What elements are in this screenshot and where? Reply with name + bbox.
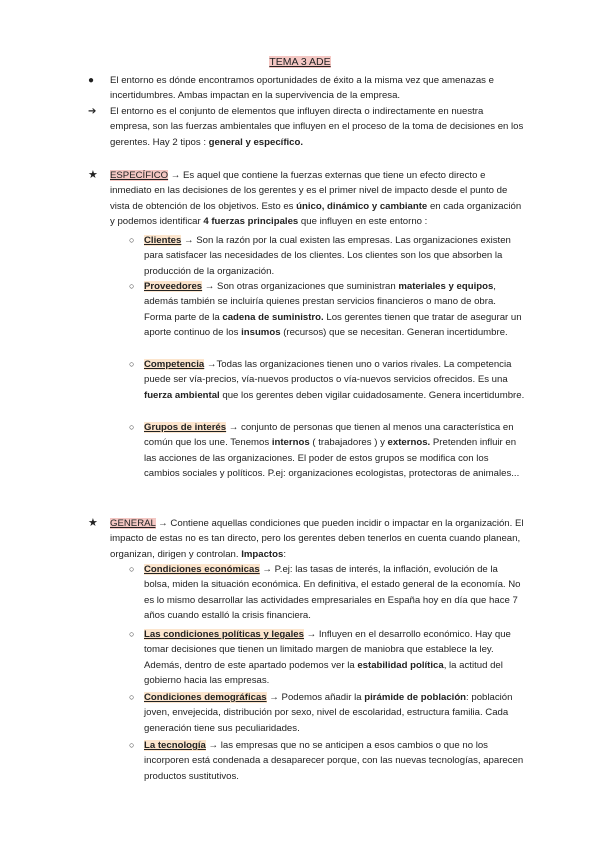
list-item-label: Competencia xyxy=(144,359,205,370)
list-item-label: La tecnología xyxy=(144,740,206,751)
circle-bullet-icon: ○ xyxy=(129,422,135,432)
list-item: Las condiciones políticas y legales → Influyen en el desarrollo económico. Hay que tomar decisiones que tienen un limitado margen de maniobra que establece la ley. Además, dentro de este apartado podemos ver la estabilidad política, la actitud del gobierno hacia las empresas. xyxy=(144,629,511,687)
general-heading: GENERAL xyxy=(110,518,156,529)
star-marker: ★ xyxy=(88,517,98,529)
page-title: TEMA 3 ADE xyxy=(269,56,331,68)
general-paragraph: GENERAL → Contiene aquellas condiciones que pueden incidir o impactar en la organización. El impacto de estas no es tan directo, pero los gerentes deben tenerlos en cuenta cuando planean, organizan, dirigen y controlan. Impactos: xyxy=(110,518,524,560)
list-item: Proveedores → Son otras organizaciones que suministran materiales y equipos, además también se incluiría quienes prestan servicios financieros o mano de obra. Forma parte de la cadena de suministro. Los gerentes tienen que tratar de asegurar un aporte continuo de los insumos (recursos) que se necesitan. Generan incertidumbre. xyxy=(144,281,522,339)
list-item: Condiciones demográficas → Podemos añadir la pirámide de población: población joven, envejecida, distribución por sexo, nivel de escolaridad, estructura familia. Cada generación tiene sus peculiaridades. xyxy=(144,692,513,734)
list-item: La tecnología → las empresas que no se anticipen a esos cambios o que no los incorporen está condenada a desaparecer porque, con las nuevas tecnologías, aparecen productos sustitutivos. xyxy=(144,740,524,782)
intro-paragraph-1: El entorno es dónde encontramos oportunidades de éxito a la misma vez que amenazas e incertidumbres. Ambas impactan en la supervivencia de la empresa. xyxy=(110,75,494,102)
arrow-marker: ➔ xyxy=(88,106,97,117)
circle-bullet-icon: ○ xyxy=(129,692,135,702)
list-item: Condiciones económicas → P.ej: las tasas de interés, la inflación, evolución de la bolsa, miden la situación económica. En definitiva, el estado general de la economía. No es lo mismo desarrollar las actividades empresariales en España hoy en día que hace 7 años cuando estalló la crisis financiera. xyxy=(144,564,521,622)
star-marker: ★ xyxy=(88,169,98,181)
list-item-label: Proveedores xyxy=(144,281,203,292)
circle-bullet-icon: ○ xyxy=(129,281,135,291)
list-item-label: Grupos de interés xyxy=(144,422,227,433)
list-item-label: Clientes xyxy=(144,235,182,246)
circle-bullet-icon: ○ xyxy=(129,235,135,245)
circle-bullet-icon: ○ xyxy=(129,629,135,639)
list-item-label: Condiciones económicas xyxy=(144,564,260,575)
circle-bullet-icon: ○ xyxy=(129,740,135,750)
especifico-heading: ESPECÍFICO xyxy=(110,170,169,181)
bullet-marker: ● xyxy=(88,75,95,86)
especifico-paragraph: ESPECÍFICO → Es aquel que contiene la fuerzas externas que tiene un efecto directo e inmediato en las decisiones de los gerentes y es el primer nivel de impacto desde el punto de vista de obtención de los objetivos. Esto es único, dinámico y cambiante en cada organización y podemos identificar 4 fuerzas principales que influyen en este entorno : xyxy=(110,170,522,228)
circle-bullet-icon: ○ xyxy=(129,359,135,369)
list-item: Clientes → Son la razón por la cual existen las empresas. Las organizaciones existen para satisfacer las necesidades de los clientes. Los clientes son los que absorben la producción de la organización. xyxy=(144,235,511,277)
list-item-label: Las condiciones políticas y legales xyxy=(144,629,304,640)
list-item: Grupos de interés → conjunto de personas que tienen al menos una característica en común que los une. Tenemos internos ( trabajadores ) y externos. Pretenden influir en las acciones de las organizaciones. El poder de estos grupos se modifica con los cambios sociales y políticos. P.ej: organizaciones ecologistas, protectoras de animales... xyxy=(144,422,520,480)
list-item-label: Condiciones demográficas xyxy=(144,692,267,703)
circle-bullet-icon: ○ xyxy=(129,564,135,574)
intro-paragraph-2: El entorno es el conjunto de elementos que influyen directa o indirectamente en nuestra empresa, son las fuerzas ambientales que influyen en el proceso de la toma de decisiones en los gerentes. Hay 2 tipos : general y específico. xyxy=(110,106,524,148)
list-item: Competencia →Todas las organizaciones tienen uno o varios rivales. La competencia puede ser vía-precios, vía-nuevos productos o vía-nuevos servicios ofrecidos. Es una fuerza ambiental que los gerentes deben vigilar cuidadosamente. Genera incertidumbre. xyxy=(144,359,525,401)
